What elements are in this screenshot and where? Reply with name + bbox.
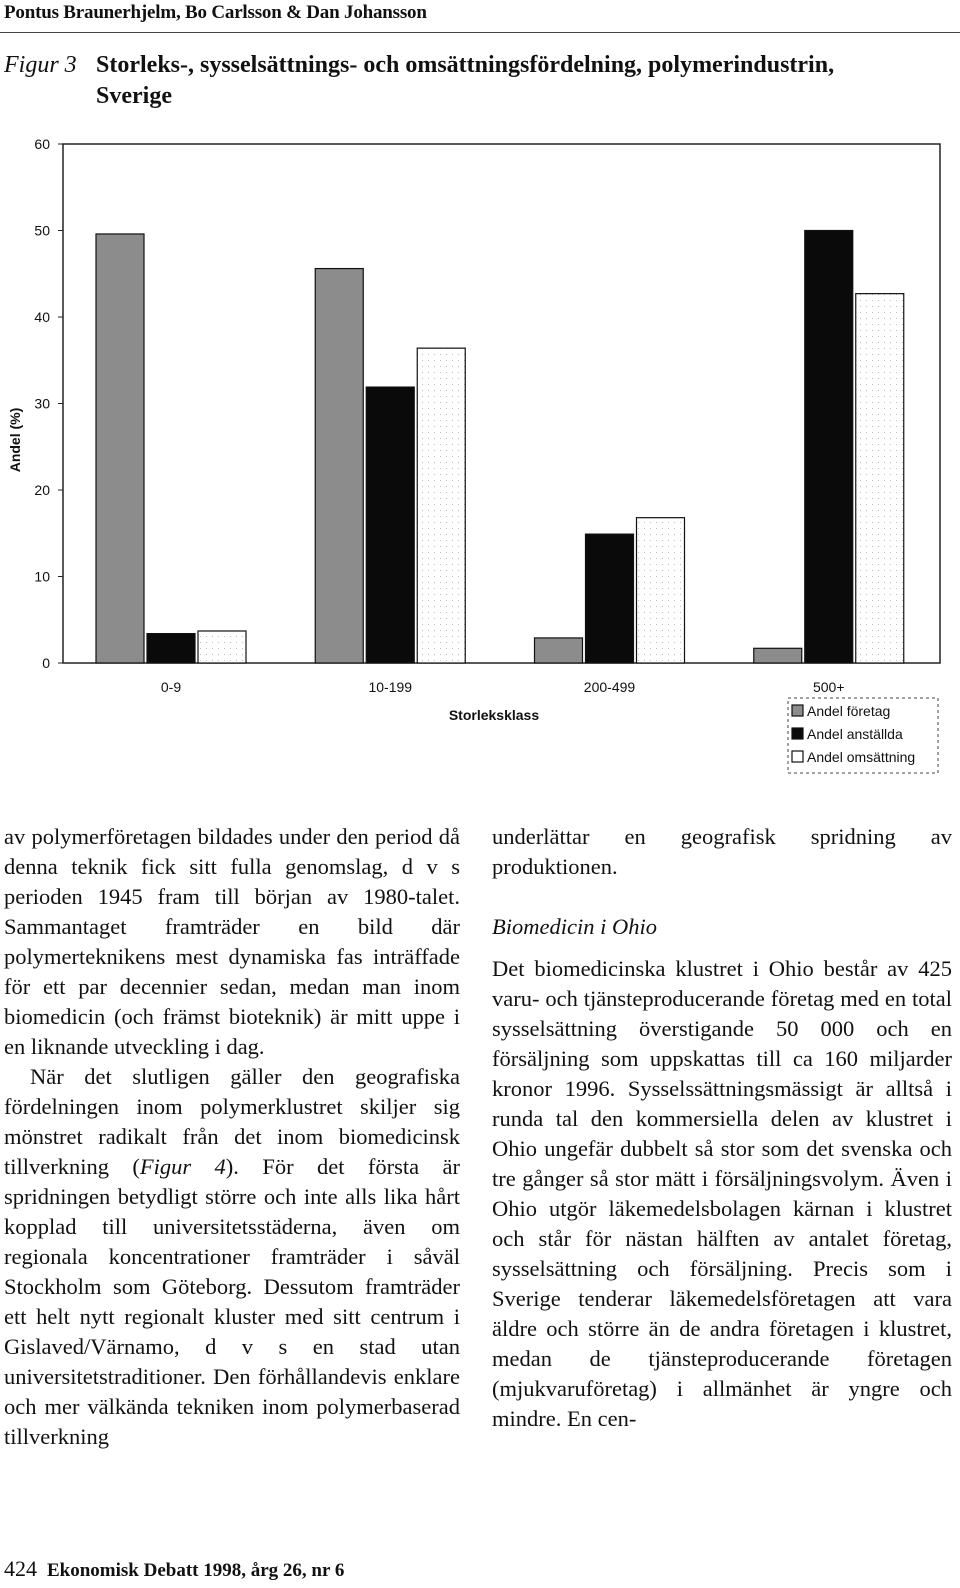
journal-citation: Ekonomisk Debatt 1998, årg 26, nr 6 xyxy=(47,1560,345,1581)
legend-swatch xyxy=(792,728,803,739)
y-tick-label: 10 xyxy=(34,568,50,585)
page-number: 424 xyxy=(4,1556,37,1581)
bar-andel-anställda-10-199 xyxy=(366,387,414,663)
bar-andel-anställda-200-499 xyxy=(586,534,634,663)
bar-andel-omsättning-0-9 xyxy=(198,631,246,663)
legend-swatch xyxy=(792,705,803,716)
x-tick-label: 10-199 xyxy=(368,679,413,695)
bar-chart xyxy=(0,130,960,780)
paragraph: Det biomedicinska klustret i Ohio består av 425 varu- och tjänsteproducerande företag med en total sysselsättning överstigande 50 000 och en försäljning som uppskattas till ca 160 miljarder kronor 1996. Sysselssättningsmässigt är alltså i runda tal den kommersiella delen av klustret i Ohio ungefär dubbelt så stor som det svenska och tre gånger så stor mätt i försäljningsvolym. Även i Ohio utgör läkemedelsbolagen kärnan i klustret och står för nästan hälften av antalet företag, sysselsättning och försäljning. Precis som i Sverige tenderar läkemedelsföretagen att vara äldre och större än de andra företagen i klustret, medan de tjänsteproducerande företagen (mjukvaruföretag) i allmänhet är yngre och mindre. En cen- xyxy=(492,956,952,1431)
bar-andel-omsättning-10-199 xyxy=(417,348,465,663)
bar-andel-omsättning-500+ xyxy=(856,294,904,663)
figure-caption xyxy=(4,50,944,112)
paragraph: av polymerföretagen bildades under den period då denna teknik fick sitt fulla genomslag, d v s perioden 1945 fram till början av 1980-talet. Sammantaget framträder en bild där polymerteknikens mest dynamiska fas inträffade för ett par decennier sedan, medan man inom biomedicin (och främst bioteknik) är mitt uppe i en liknande utveckling i dag. xyxy=(4,824,460,1059)
bar-andel-företag-10-199 xyxy=(315,269,363,663)
figure-reference: Figur 4 xyxy=(139,1154,226,1179)
legend-swatch xyxy=(792,751,803,762)
page-footer xyxy=(4,1556,344,1582)
y-axis-label: Andel (%) xyxy=(7,407,23,473)
text-column-right xyxy=(492,822,952,1434)
bar-andel-företag-200-499 xyxy=(535,638,583,663)
legend-label: Andel anställda xyxy=(807,726,903,742)
x-tick-label: 0-9 xyxy=(160,679,182,695)
figure-title-line1: Storleks-, sysselsättnings- och omsättningsfördelning, polymerindustrin, xyxy=(96,52,835,78)
running-header-authors: Pontus Braunerhjelm, Bo Carlsson & Dan Johansson xyxy=(4,2,427,23)
bar-andel-anställda-0-9 xyxy=(147,634,195,663)
y-tick-label: 60 xyxy=(34,136,50,152)
header-divider xyxy=(0,32,960,33)
paragraph: underlättar en geografisk spridning av produktionen. xyxy=(492,824,952,879)
x-tick-label: 500+ xyxy=(812,679,845,695)
y-tick-label: 50 xyxy=(34,222,50,239)
chart-legend xyxy=(788,698,938,773)
paragraph-text: ). För det första är spridningen betydligt större och inte alls lika hårt kopplad till universitetsstäderna, även om regionala koncentrationer framträder i såväl Stockholm som Göteborg. Dessutom framträder ett helt nytt regionalt kluster med sitt centrum i Gislaved/Värnamo, d v s en stad utan universitetstraditioner. Den förhållandevis enklare och mer välkända tekniken inom polymerbaserad tillverkning xyxy=(4,1154,460,1449)
legend-label: Andel omsättning xyxy=(807,749,916,765)
bar-andel-företag-500+ xyxy=(754,648,802,663)
x-axis-label: Storleksklass xyxy=(448,707,540,723)
bar-andel-anställda-500+ xyxy=(805,231,853,664)
figure-label: Figur 3 xyxy=(4,52,77,78)
legend-label: Andel företag xyxy=(807,703,891,719)
bar-andel-omsättning-200-499 xyxy=(637,518,685,663)
y-tick-label: 0 xyxy=(42,655,50,671)
bar-andel-företag-0-9 xyxy=(96,234,144,663)
y-tick-label: 30 xyxy=(34,395,50,412)
paragraph xyxy=(4,1062,460,1452)
paragraph-text: När det slutligen gäller den geografiska fördelningen inom polymerklustret skiljer sig mönstret radikalt från det inom biomedicinsk tillverkning ( xyxy=(4,1064,460,1179)
figure-title-line2: Sverige xyxy=(96,83,172,109)
y-tick-label: 40 xyxy=(34,309,50,325)
text-column-left xyxy=(4,822,460,1452)
x-tick-label: 200-499 xyxy=(583,679,636,695)
y-tick-label: 20 xyxy=(34,482,50,498)
section-subheading: Biomedicin i Ohio xyxy=(492,914,657,939)
